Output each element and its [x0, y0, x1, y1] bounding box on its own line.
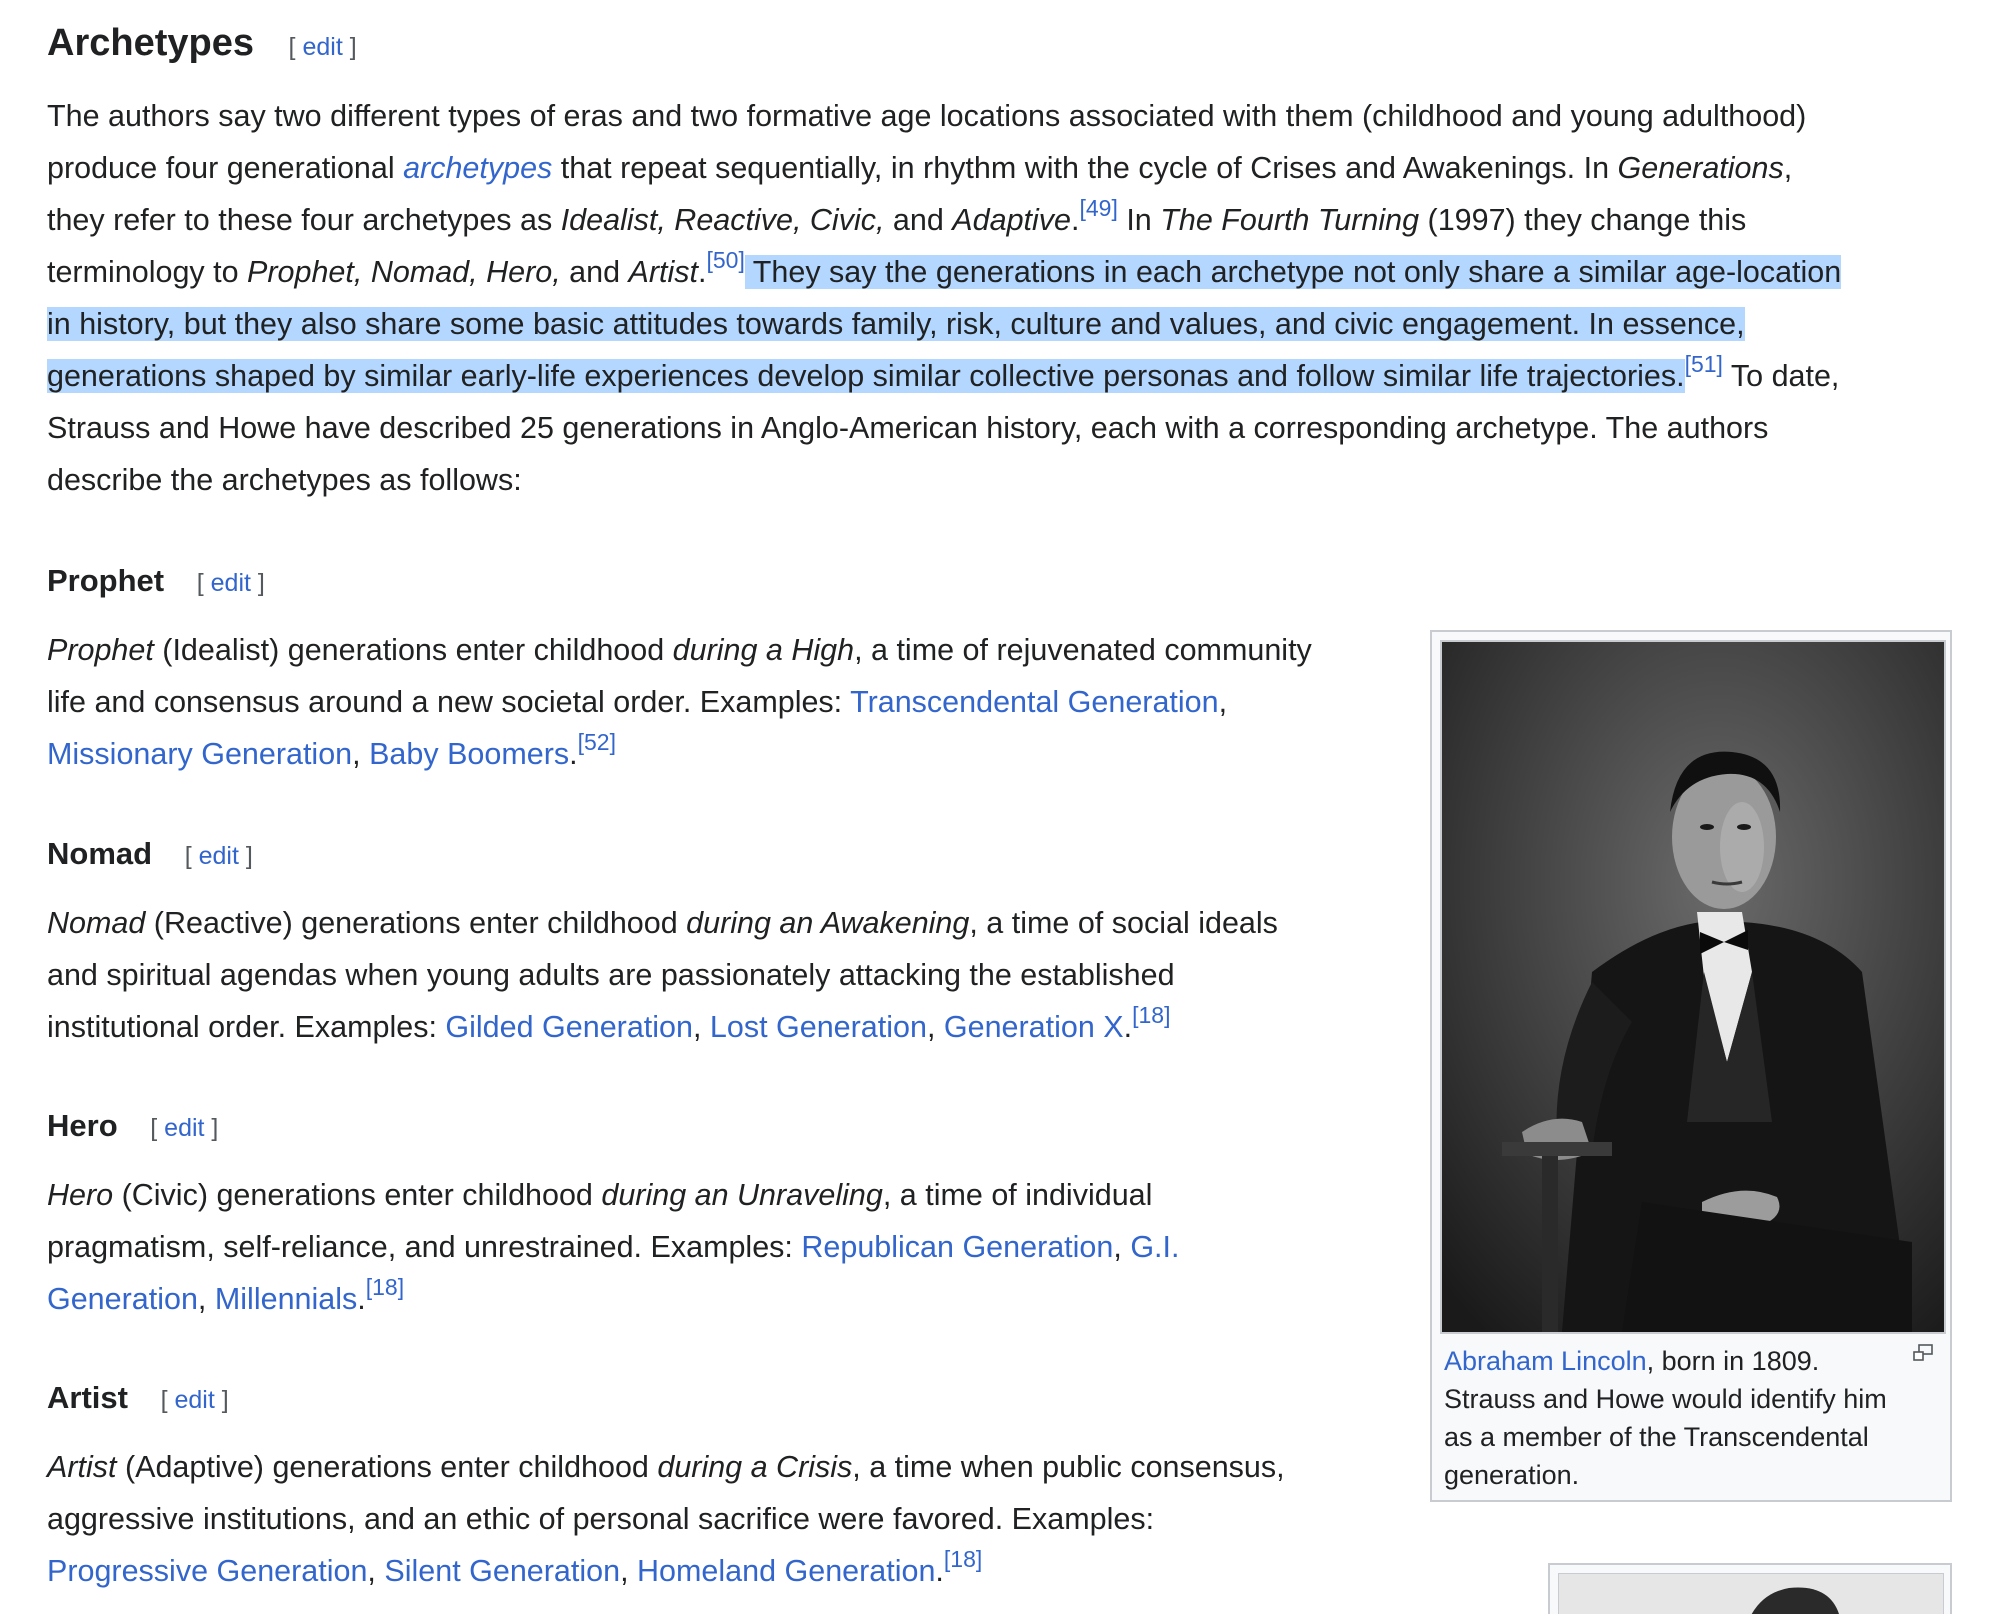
paragraph-line — [47, 624, 1312, 676]
next-photo[interactable] — [1558, 1573, 1944, 1614]
text-span: . — [569, 737, 578, 771]
link-progressive-generation[interactable]: Progressive Generation — [47, 1554, 368, 1588]
heading-nomad — [47, 838, 253, 869]
text-span: describe the archetypes as follows: — [47, 463, 522, 497]
text-span: (Civic) generations enter childhood — [113, 1178, 602, 1212]
paragraph-line — [47, 1221, 1179, 1273]
edit-section-prophet: [ edit ] — [196, 569, 265, 597]
paragraph-line — [47, 90, 1841, 142]
italic-span: Adaptive — [952, 203, 1071, 237]
text-span: produce four generational — [47, 151, 404, 185]
heading-hero — [47, 1110, 218, 1141]
text-span: . — [1071, 203, 1080, 237]
paragraph-line — [47, 1001, 1278, 1053]
paragraph-line — [47, 1169, 1179, 1221]
ref-18[interactable]: [18] — [943, 1546, 983, 1573]
link-missionary-generation[interactable]: Missionary Generation — [47, 737, 353, 771]
edit-link-artist[interactable]: edit — [174, 1386, 215, 1414]
text-span: institutional order. Examples: — [47, 1010, 446, 1044]
link-gi-generation[interactable]: G.I. — [1130, 1230, 1180, 1264]
text-span: , — [926, 1010, 944, 1044]
italic-span: Idealist, Reactive, Civic, — [560, 203, 885, 237]
italic-span: during a Crisis — [657, 1450, 853, 1484]
italic-span: Hero — [47, 1178, 114, 1212]
italic-span: during an Unraveling — [601, 1178, 883, 1212]
edit-section-hero: [ edit ] — [150, 1114, 219, 1142]
text-span: pragmatism, self-reliance, and unrestrained. Examples: — [47, 1230, 802, 1264]
text-span: The authors say two different types of eras and two formative age locations associated with them (childhood and young adulthood) — [47, 99, 1807, 133]
caption-line: generation. — [1444, 1460, 1580, 1490]
artist-paragraph — [47, 1441, 1285, 1597]
hero-paragraph — [47, 1169, 1179, 1325]
text-span: . — [698, 255, 707, 289]
text-span: aggressive institutions, and an ethic of personal sacrifice were favored. Examples: — [47, 1502, 1155, 1536]
edit-link-hero[interactable]: edit — [164, 1114, 205, 1142]
paragraph-line — [47, 1545, 1285, 1597]
italic-span: Artist — [47, 1450, 117, 1484]
italic-span: during a High — [672, 633, 855, 667]
text-span: and — [560, 255, 629, 289]
paragraph-line — [47, 897, 1278, 949]
link-millennials[interactable]: Millennials — [214, 1282, 358, 1316]
italic-span: Prophet — [47, 633, 154, 667]
link-homeland-generation[interactable]: Homeland Generation — [637, 1554, 936, 1588]
text-span: , — [352, 737, 370, 771]
text-span: and — [884, 203, 953, 237]
portrait-image — [1442, 642, 1944, 1332]
italic-span: Artist — [628, 255, 698, 289]
italic-span: The Fourth Turning — [1160, 203, 1420, 237]
ref-50[interactable]: [50] — [706, 247, 745, 274]
thumbnail-caption — [1444, 1342, 1944, 1494]
text-span: . — [1123, 1010, 1133, 1044]
heading-archetypes — [47, 24, 357, 62]
text-span: , — [1113, 1230, 1131, 1264]
edit-link-nomad[interactable]: edit — [198, 842, 239, 870]
text-span: . — [935, 1554, 944, 1588]
thumbnail-lincoln — [1430, 630, 1952, 1502]
text-span: life and consensus around a new societal order. Examples: — [47, 685, 851, 719]
text-span: , — [197, 1282, 215, 1316]
text-span: they refer to these four archetypes as — [47, 203, 561, 237]
text-span: , a time of individual — [882, 1178, 1153, 1212]
paragraph-line — [47, 142, 1841, 194]
paragraph-line — [47, 194, 1841, 246]
heading-artist-text: Artist — [47, 1380, 128, 1415]
text-span: , a time of rejuvenated community — [854, 633, 1312, 667]
archetypes-paragraph — [47, 90, 1841, 506]
link-transcendental-generation[interactable]: Transcendental Generation — [850, 685, 1219, 719]
text-span: In — [1117, 203, 1161, 237]
thumbnail-next — [1548, 1563, 1952, 1614]
ref-52[interactable]: [52] — [577, 729, 616, 756]
edit-section-archetypes: [ edit ] — [288, 33, 357, 61]
text-span: (Adaptive) generations enter childhood — [116, 1450, 658, 1484]
text-span: , — [692, 1010, 710, 1044]
next-image — [1559, 1574, 1943, 1614]
ref-18[interactable]: [18] — [1132, 1002, 1171, 1029]
text-span: To date, — [1722, 359, 1840, 393]
ref-18[interactable]: [18] — [365, 1274, 405, 1301]
edit-link-prophet[interactable]: edit — [210, 569, 251, 597]
paragraph-line — [47, 1493, 1285, 1545]
paragraph-line — [47, 246, 1841, 298]
caption-line: as a member of the Transcendental — [1444, 1422, 1869, 1452]
link-gilded-generation[interactable]: Gilded Generation — [445, 1010, 693, 1044]
link-archetypes[interactable]: archetypes — [403, 151, 553, 185]
text-span: , a time of social ideals — [969, 906, 1278, 940]
text-span: , — [367, 1554, 385, 1588]
text-span: that repeat sequentially, in rhythm with the cycle of Crises and Awakenings. In — [552, 151, 1618, 185]
text-span: (Reactive) generations enter childhood — [145, 906, 687, 940]
link-abraham-lincoln[interactable]: Abraham Lincoln — [1444, 1346, 1647, 1376]
text-span: (Idealist) generations enter childhood — [153, 633, 673, 667]
ref-51[interactable]: [51] — [1684, 351, 1723, 378]
heading-artist — [47, 1382, 229, 1413]
text-span: and spiritual agendas when young adults are passionately attacking the established — [47, 958, 1175, 992]
caption-text: , born in 1809. — [1646, 1346, 1820, 1376]
paragraph-line — [47, 1273, 1179, 1325]
text-span: , — [620, 1554, 638, 1588]
selected-text: generations shaped by similar early-life experiences develop similar collective personas and follow similar life trajectories. — [47, 359, 1685, 393]
lincoln-photo[interactable] — [1440, 640, 1946, 1334]
heading-archetypes-text: Archetypes — [47, 22, 254, 64]
italic-span: Prophet, Nomad, Hero, — [247, 255, 561, 289]
link-lost-generation[interactable]: Lost Generation — [709, 1010, 927, 1044]
text-span: (1997) they change this — [1419, 203, 1747, 237]
link-silent-generation[interactable]: Silent Generation — [384, 1554, 621, 1588]
text-span: , — [1783, 151, 1793, 185]
link-baby-boomers[interactable]: Baby Boomers — [369, 737, 570, 771]
heading-nomad-text: Nomad — [47, 836, 153, 871]
link-republican-generation[interactable]: Republican Generation — [801, 1230, 1114, 1264]
text-span: . — [357, 1282, 366, 1316]
paragraph-line — [47, 402, 1841, 454]
edit-section-artist: [ edit ] — [160, 1386, 229, 1414]
paragraph-line — [47, 949, 1278, 1001]
paragraph-line — [47, 350, 1841, 402]
paragraph-line — [47, 676, 1312, 728]
text-span: , — [1218, 685, 1228, 719]
heading-prophet-text: Prophet — [47, 563, 165, 598]
heading-hero-text: Hero — [47, 1108, 118, 1143]
italic-span: during an Awakening — [686, 906, 970, 940]
text-span: terminology to — [47, 255, 248, 289]
text-span: Strauss and Howe have described 25 generations in Anglo-American history, each with a corresponding archetype. The authors — [47, 411, 1769, 445]
link-generation-x[interactable]: Generation X — [943, 1010, 1124, 1044]
italic-span: Nomad — [47, 906, 146, 940]
heading-prophet — [47, 565, 265, 596]
magnify-icon[interactable] — [1912, 1344, 1934, 1362]
selected-text: in history, but they also share some basic attitudes towards family, risk, culture and values, and civic engagement. In essence, — [47, 307, 1745, 341]
paragraph-line — [47, 1441, 1285, 1493]
selected-text: They say the generations in each archetype not only share a similar age-location — [744, 255, 1842, 289]
nomad-paragraph — [47, 897, 1278, 1053]
text-span: , a time when public consensus, — [852, 1450, 1285, 1484]
caption-line: Strauss and Howe would identify him — [1444, 1384, 1887, 1414]
edit-link-archetypes[interactable]: edit — [302, 33, 343, 61]
link-gi-generation-cont[interactable]: Generation — [47, 1282, 198, 1316]
paragraph-line — [47, 728, 1312, 780]
edit-section-nomad: [ edit ] — [184, 842, 253, 870]
paragraph-line — [47, 298, 1841, 350]
prophet-paragraph — [47, 624, 1312, 780]
italic-span: Generations — [1617, 151, 1784, 185]
paragraph-line — [47, 454, 1841, 506]
ref-49[interactable]: [49] — [1079, 195, 1118, 222]
